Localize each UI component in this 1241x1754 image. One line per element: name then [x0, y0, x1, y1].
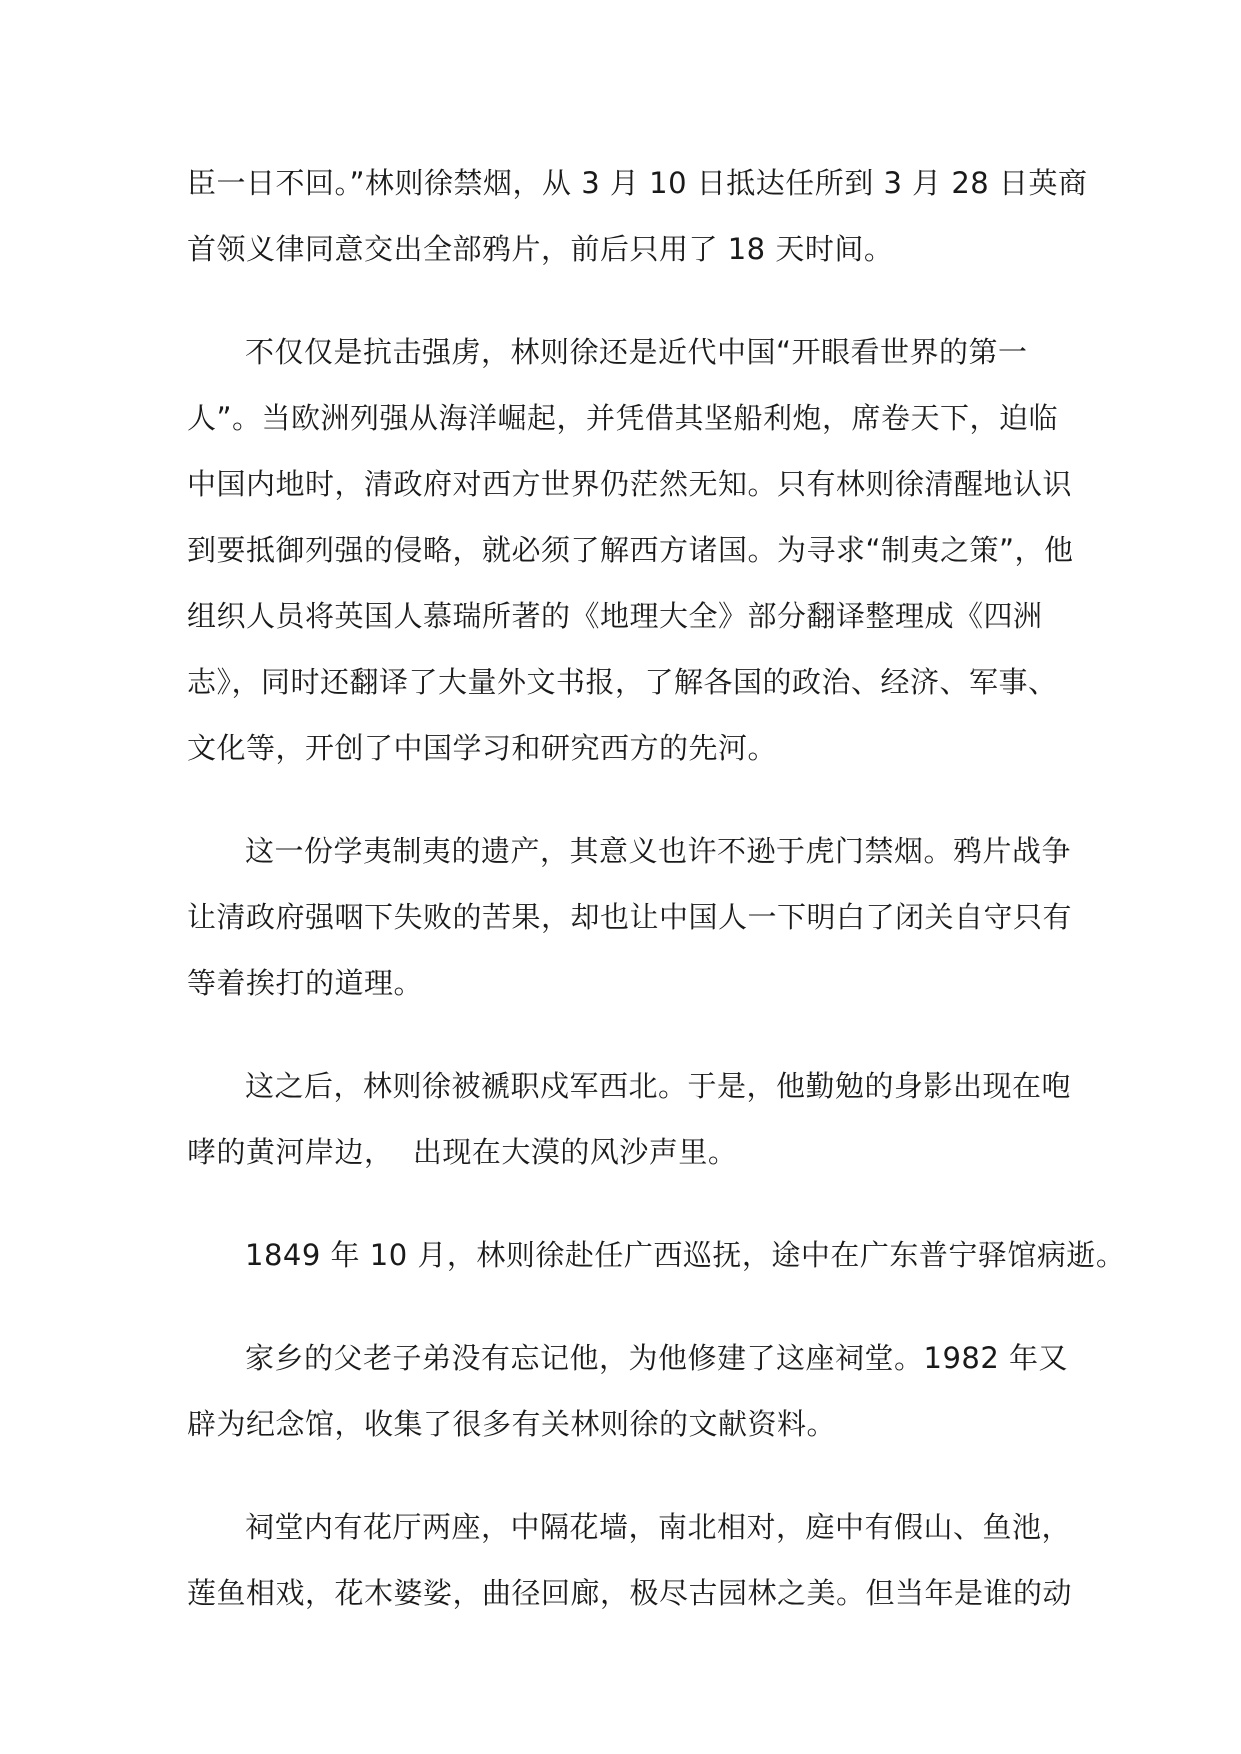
paragraph-4	[187, 1063, 1072, 1195]
text-line: 中国内地时，清政府对西方世界仍茫然无知。只有林则徐清醒地认识	[187, 467, 1073, 501]
paragraph-2	[187, 329, 1074, 791]
text-line: 辟为纪念馆，收集了很多有关林则徐的文献资料。	[187, 1407, 837, 1441]
text-line: 志》，同时还翻译了大量外文书报，了解各国的政治、经济、军事、	[187, 665, 1058, 699]
text-line: 等着挨打的道理。	[187, 966, 424, 1000]
text-line: 臣一日不回。”林则徐禁烟，从 3 月 10 日抵达任所到 3 月 28 日英商	[187, 166, 1088, 200]
paragraph-7	[187, 1504, 1073, 1636]
text-line: 这之后，林则徐被褫职戍军西北。于是，他勤勉的身影出现在咆	[245, 1069, 1072, 1103]
text-line: 1849 年 10 月，林则徐赴任广西巡抚，途中在广东普宁驿馆病逝。	[245, 1238, 1126, 1272]
text-line: 组织人员将英国人慕瑞所著的《地理大全》部分翻译整理成《四洲	[187, 599, 1043, 633]
paragraph-5	[187, 1232, 1126, 1298]
text-line: 哮的黄河岸边， 出现在大漠的风沙声里。	[187, 1135, 738, 1169]
text-line: 首领义律同意交出全部鸦片，前后只用了 18 天时间。	[187, 232, 894, 266]
text-line: 文化等，开创了中国学习和研究西方的先河。	[187, 731, 778, 765]
text-line: 不仅仅是抗击强虏，林则徐还是近代中国“开眼看世界的第一	[245, 335, 1028, 369]
text-line: 莲鱼相戏，花木婆娑，曲径回廊，极尽古园林之美。但当年是谁的动	[187, 1576, 1073, 1610]
paragraph-6	[187, 1335, 1069, 1467]
text-line: 家乡的父老子弟没有忘记他，为他修建了这座祠堂。1982 年又	[245, 1341, 1069, 1375]
text-line: 人”。当欧洲列强从海洋崛起，并凭借其坚船利炮，席卷天下，迫临	[187, 401, 1059, 435]
text-line: 让清政府强咽下失败的苦果，却也让中国人一下明白了闭关自守只有	[187, 900, 1073, 934]
paragraph-1	[187, 160, 1088, 292]
text-line: 这一份学夷制夷的遗产，其意义也许不逊于虎门禁烟。鸦片战争	[245, 834, 1072, 868]
paragraph-3	[187, 828, 1073, 1026]
text-line: 到要抵御列强的侵略，就必须了解西方诸国。为寻求“制夷之策”，他	[187, 533, 1074, 567]
text-line: 祠堂内有花厅两座，中隔花墙，南北相对，庭中有假山、鱼池，	[245, 1510, 1072, 1544]
document-body	[187, 160, 1126, 1673]
